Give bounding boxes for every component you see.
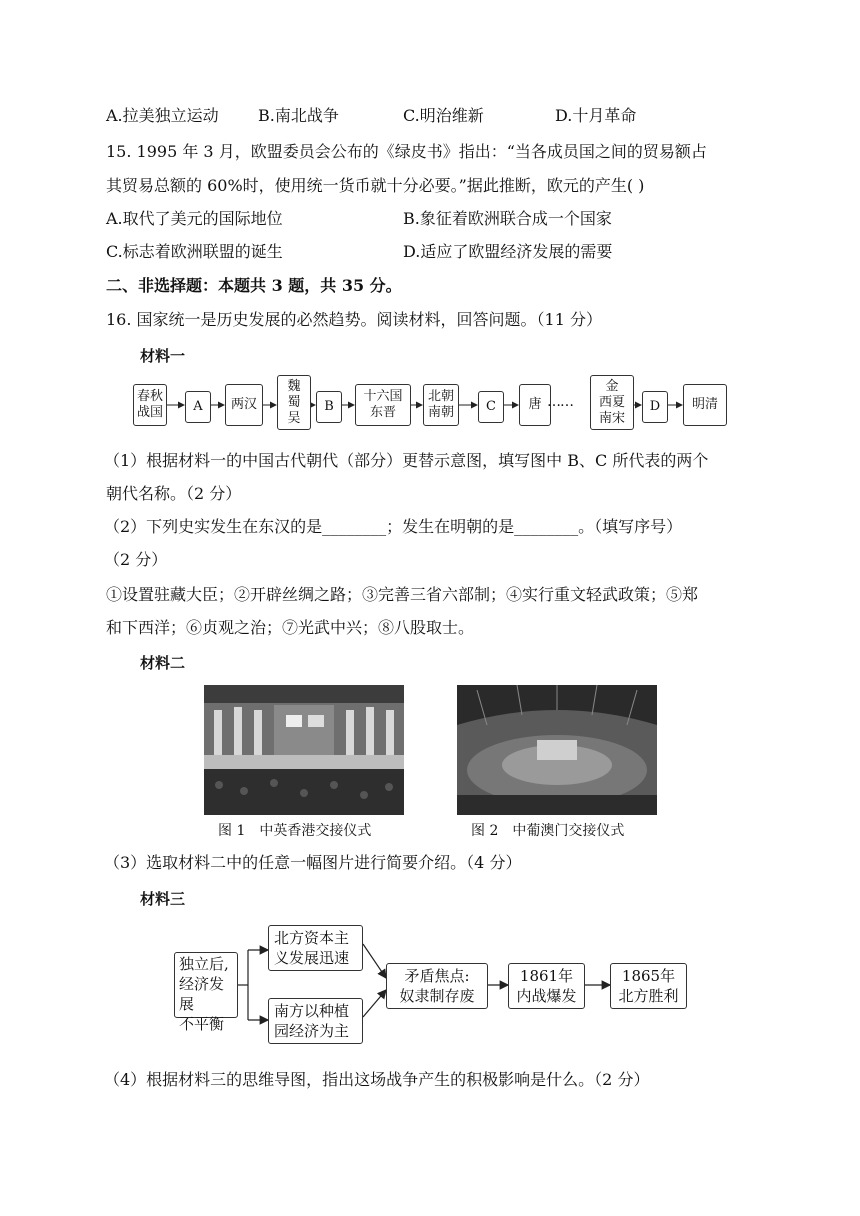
q15-stem-line1: 15. 1995 年 3 月，欧盟委员会公布的《绿皮书》指出：“当各成员国之间的贸易额占 bbox=[106, 142, 707, 161]
material3-label: 材料三 bbox=[140, 890, 186, 908]
box-beichao-nanchao-text-0: 北朝 bbox=[427, 389, 454, 404]
q14-option-c[interactable]: C.明治维新 bbox=[403, 106, 484, 125]
box-c-text-0: C bbox=[486, 399, 496, 414]
box-beichao-nanchao bbox=[423, 384, 459, 426]
box-c[interactable] bbox=[478, 391, 504, 423]
war-start-line1: 1861年 bbox=[519, 967, 574, 985]
box-shiliuguo-dongjin-text-1: 东晋 bbox=[369, 405, 396, 420]
box-jin-xixia-nansong-text-0: 金 bbox=[605, 378, 619, 394]
box-shiliuguo-dongjin-text-0: 十六国 bbox=[363, 389, 403, 404]
q14-option-a[interactable]: A.拉美独立运动 bbox=[106, 106, 219, 125]
box-b-text-0: B bbox=[324, 399, 334, 414]
north-line2: 义发展迅速 bbox=[274, 949, 350, 967]
q16-facts-line1: ①设置驻藏大臣；②开辟丝绸之路；③完善三省六部制；④实行重文轻武政策；⑤郑 bbox=[106, 585, 699, 604]
fig2-caption: 图 2 中葡澳门交接仪式 bbox=[471, 823, 625, 839]
root-line1: 独立后, bbox=[179, 955, 229, 973]
macau-handover-photo bbox=[457, 685, 657, 815]
focus-line1: 矛盾焦点: bbox=[404, 967, 470, 985]
q16-facts-line2: 和下西洋；⑥贞观之治；⑦光武中兴；⑧八股取士。 bbox=[106, 618, 475, 637]
box-wei-shu-wu-text-1: 蜀 bbox=[287, 394, 301, 410]
hongkong-handover-photo bbox=[204, 685, 404, 815]
material1-label: 材料一 bbox=[140, 347, 186, 365]
q14-option-b[interactable]: B.南北战争 bbox=[258, 106, 339, 125]
box-wei-shu-wu-text-2: 吴 bbox=[287, 410, 301, 426]
box-shiliuguo-dongjin bbox=[355, 384, 411, 426]
q14-option-d[interactable]: D.十月革命 bbox=[555, 106, 637, 125]
box-lianghan bbox=[225, 384, 263, 426]
flow-ellipsis: …… bbox=[547, 394, 573, 410]
box-jin-xixia-nansong bbox=[590, 375, 634, 430]
q15-options-row2 bbox=[106, 242, 806, 262]
north-line1: 北方资本主 bbox=[274, 929, 350, 947]
war-end-line1: 1865年 bbox=[621, 967, 676, 985]
war-start-line2: 内战爆发 bbox=[516, 987, 577, 1005]
q14-options bbox=[106, 106, 806, 126]
mind-map-focus bbox=[386, 963, 488, 1009]
box-b[interactable] bbox=[316, 391, 342, 423]
mind-map-war-end bbox=[610, 963, 687, 1009]
box-a-text-0: A bbox=[193, 399, 203, 414]
south-line1: 南方以种植 bbox=[274, 1002, 350, 1020]
box-a[interactable] bbox=[185, 391, 211, 423]
q15-option-b[interactable]: B.象征着欧洲联合成一个国家 bbox=[403, 209, 612, 228]
mind-map-war-start bbox=[508, 963, 585, 1009]
war-end-line2: 北方胜利 bbox=[618, 987, 679, 1005]
q16-stem: 16. 国家统一是历史发展的必然趋势。阅读材料，回答问题。（11 分） bbox=[106, 310, 602, 329]
box-jin-xixia-nansong-text-2: 南宋 bbox=[598, 410, 625, 426]
q16-sub3: （3）选取材料二中的任意一幅图片进行简要介绍。（4 分） bbox=[104, 853, 522, 872]
q15-option-a[interactable]: A.取代了美元的国际地位 bbox=[106, 209, 283, 228]
q16-sub2-line1: （2）下列史实发生在东汉的是________；发生在明朝的是________。（填写序号） bbox=[104, 517, 683, 536]
q15-options-row1 bbox=[106, 209, 806, 229]
box-chunqiu-zhanguo-text-1: 战国 bbox=[136, 405, 163, 420]
box-wei-shu-wu-text-0: 魏 bbox=[287, 378, 301, 394]
box-wei-shu-wu bbox=[277, 375, 311, 430]
root-line2: 经济发展 bbox=[179, 975, 225, 1013]
q15-stem-line2: 其贸易总额的 60%时，使用统一货币就十分必要。”据此推断，欧元的产生( ) bbox=[106, 176, 645, 195]
q16-sub1-line2: 朝代名称。（2 分） bbox=[106, 484, 242, 503]
section2-title: 二、非选择题：本题共 3 题，共 35 分。 bbox=[106, 276, 402, 295]
box-chunqiu-zhanguo-text-0: 春秋 bbox=[136, 389, 163, 404]
box-tang-text-0: 唐 bbox=[528, 397, 542, 412]
box-d[interactable] bbox=[642, 391, 668, 423]
box-beichao-nanchao-text-1: 南朝 bbox=[427, 405, 454, 420]
box-mingqing-text-0: 明清 bbox=[691, 397, 718, 412]
material2-label: 材料二 bbox=[140, 654, 186, 672]
mind-map-north bbox=[268, 925, 363, 971]
box-mingqing bbox=[683, 384, 727, 426]
q16-sub4: （4）根据材料三的思维导图，指出这场战争产生的积极影响是什么。（2 分） bbox=[104, 1070, 650, 1089]
box-jin-xixia-nansong-text-1: 西夏 bbox=[598, 394, 625, 410]
mind-map-south bbox=[268, 998, 363, 1044]
q15-option-c[interactable]: C.标志着欧洲联盟的诞生 bbox=[106, 242, 283, 261]
q16-sub2-line2: （2 分） bbox=[104, 550, 168, 569]
box-d-text-0: D bbox=[649, 399, 661, 414]
fig1-caption: 图 1 中英香港交接仪式 bbox=[218, 823, 372, 839]
box-chunqiu-zhanguo bbox=[133, 384, 167, 426]
q15-option-d[interactable]: D.适应了欧盟经济发展的需要 bbox=[403, 242, 613, 261]
focus-line2: 奴隶制存废 bbox=[399, 987, 475, 1005]
mind-map-root bbox=[174, 952, 238, 1033]
root-line3: 不平衡 bbox=[179, 1015, 225, 1033]
q16-sub1-line1: （1）根据材料一的中国古代朝代（部分）更替示意图，填写图中 B、C 所代表的两个 bbox=[104, 451, 709, 470]
box-lianghan-text-0: 两汉 bbox=[230, 397, 257, 412]
south-line2: 园经济为主 bbox=[274, 1022, 350, 1040]
